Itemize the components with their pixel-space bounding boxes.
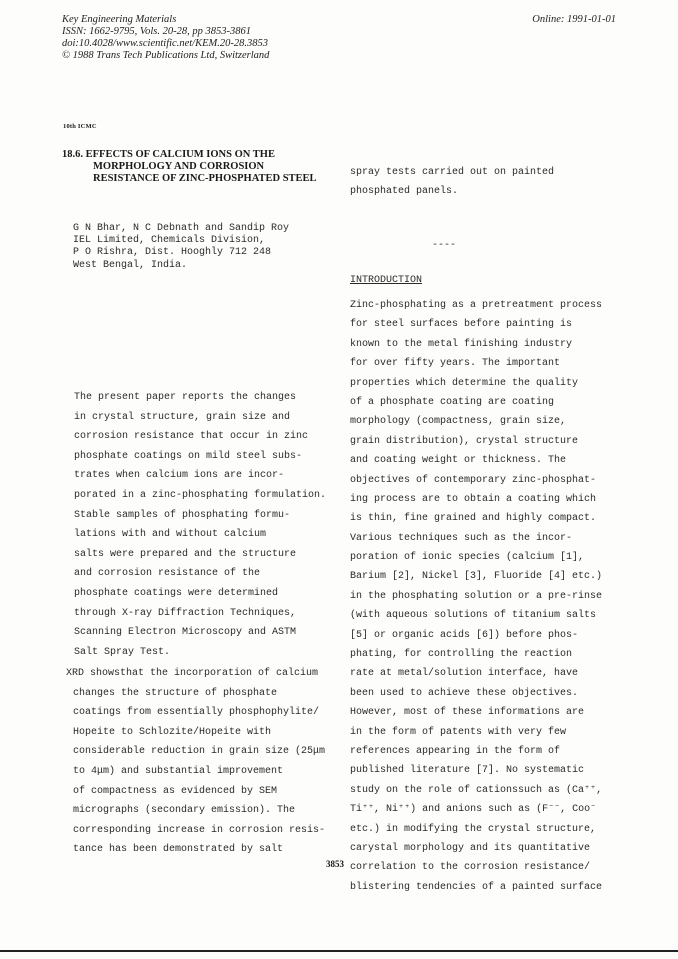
text-line: Zinc-phosphating as a pretreatment process <box>350 300 603 311</box>
text-line: Salt Spray Test. <box>74 646 171 658</box>
page-number: 3853 <box>326 859 344 869</box>
author-line: West Bengal, India. <box>73 259 188 271</box>
text-line: [5] or organic acids [6]) before phos- <box>350 629 579 641</box>
text-line: ing process are to obtain a coating which <box>350 493 597 505</box>
text-line: Ti⁺⁺, Ni⁺⁺) and anions such as (F⁻⁻, Coo⁻ <box>350 804 597 816</box>
text-line: considerable reduction in grain size (25μm <box>73 746 326 758</box>
text-line: etc.) in modifying the crystal structure, <box>350 823 597 835</box>
text-line: The present paper reports the changes <box>74 392 297 403</box>
header-line: ISSN: 1662-9795, Vols. 20-28, pp 3853-3861 <box>62 26 251 37</box>
journal-header <box>62 14 269 62</box>
text-line: and coating weight or thickness. The <box>350 455 567 467</box>
text-line: study on the role of cationssuch as (Ca⁺⁺, <box>350 784 603 796</box>
text-line: known to the metal finishing industry <box>350 338 573 350</box>
text-line: trates when calcium ions are incor- <box>74 470 285 482</box>
text-line: to 4μm) and substantial improvement <box>73 765 284 777</box>
conference-label: 10th ICMC <box>63 123 97 130</box>
title-line: MORPHOLOGY AND CORROSION <box>93 161 265 172</box>
text-line: corrosion resistance that occur in zinc <box>74 431 309 443</box>
text-line: Various techniques such as the incor- <box>350 532 573 544</box>
text-line: in the form of patents with very few <box>350 726 567 738</box>
text-line: objectives of contemporary zinc-phosphat- <box>350 474 597 486</box>
text-line: for over fifty years. The important <box>350 358 561 370</box>
bottom-rule <box>0 950 678 952</box>
text-line: of a phosphate coating are coating <box>350 396 555 408</box>
text-line: Stable samples of phosphating formu- <box>74 509 291 521</box>
author-line: P O Rishra, Dist. Hooghly 712 248 <box>73 247 272 259</box>
text-line: phosphated panels. <box>350 186 459 197</box>
section-heading: INTRODUCTION <box>350 275 423 286</box>
introduction-paragraph <box>350 296 625 897</box>
text-line: through X-ray Diffraction Techniques, <box>74 607 297 619</box>
section-separator: ---- <box>432 240 457 251</box>
text-line: carystal morphology and its quantitative <box>350 842 591 854</box>
text-line: corresponding increase in corrosion resis- <box>73 824 326 836</box>
xrd-paragraph <box>66 664 334 860</box>
text-line: phosphate coatings on mild steel subs- <box>74 450 303 462</box>
text-line: published literature [7]. No systematic <box>350 765 585 777</box>
text-line: porated in a zinc-phosphating formulation. <box>74 489 327 501</box>
title-line: 18.6. EFFECTS OF CALCIUM IONS ON THE <box>62 149 275 160</box>
text-line: for steel surfaces before painting is <box>350 319 573 331</box>
text-line: references appearing in the form of <box>350 745 561 757</box>
header-line: doi:10.4028/www.scientific.net/KEM.20-28.3853 <box>62 38 268 49</box>
header-line: Key Engineering Materials <box>62 14 177 25</box>
text-line: been used to achieve these objectives. <box>350 687 579 699</box>
text-line: (with aqueous solutions of titanium salts <box>350 610 597 622</box>
text-line: micrographs (secondary emission). The <box>73 805 296 817</box>
title-line: RESISTANCE OF ZINC-PHOSPHATED STEEL <box>93 173 317 184</box>
online-date: Online: 1991-01-01 <box>532 14 616 25</box>
text-line: correlation to the corrosion resistance/ <box>350 862 591 874</box>
text-line: changes the structure of phosphate <box>73 687 278 699</box>
text-line: lations with and without calcium <box>74 529 267 541</box>
text-line: and corrosion resistance of the <box>74 568 261 580</box>
author-line: G N Bhar, N C Debnath and Sandip Roy <box>73 223 290 234</box>
text-line: Barium [2], Nickel [3], Fluoride [4] etc.) <box>350 571 603 583</box>
text-line: grain distribution), crystal structure <box>350 435 579 447</box>
text-line: in the phosphating solution or a pre-rinse <box>350 590 603 602</box>
text-line: of compactness as evidenced by SEM <box>73 785 278 797</box>
text-line: Hopeite to Schlozite/Hopeite with <box>73 726 272 738</box>
paper-title <box>62 149 347 185</box>
text-line: rate at metal/solution interface, have <box>350 668 579 680</box>
text-line: Scanning Electron Microscopy and ASTM <box>74 627 297 639</box>
header-line: © 1988 Trans Tech Publications Ltd, Switzerland <box>62 50 270 61</box>
text-line: poration of ionic species (calcium [1], <box>350 552 585 564</box>
text-line: salts were prepared and the structure <box>74 548 297 560</box>
text-line: blistering tendencies of a painted surface <box>350 881 603 893</box>
text-line: coatings from essentially phosphophylite/ <box>73 707 320 719</box>
text-line: in crystal structure, grain size and <box>74 411 291 423</box>
text-line: morphology (compactness, grain size, <box>350 416 567 428</box>
authors-block <box>73 223 289 272</box>
text-line: phosphate coatings were determined <box>74 587 279 599</box>
text-line: tance has been demonstrated by salt <box>73 844 284 856</box>
text-line: However, most of these informations are <box>350 707 585 719</box>
text-line: spray tests carried out on painted <box>350 167 555 178</box>
text-line: phating, for controlling the reaction <box>350 649 573 661</box>
text-line: properties which determine the quality <box>350 377 579 389</box>
text-line: is thin, fine grained and highly compact. <box>350 513 597 525</box>
abstract-continuation <box>350 163 625 201</box>
author-line: IEL Limited, Chemicals Division, <box>73 235 266 247</box>
abstract-paragraph <box>74 388 342 662</box>
text-line: XRD showsthat the incorporation of calcium <box>66 668 319 679</box>
